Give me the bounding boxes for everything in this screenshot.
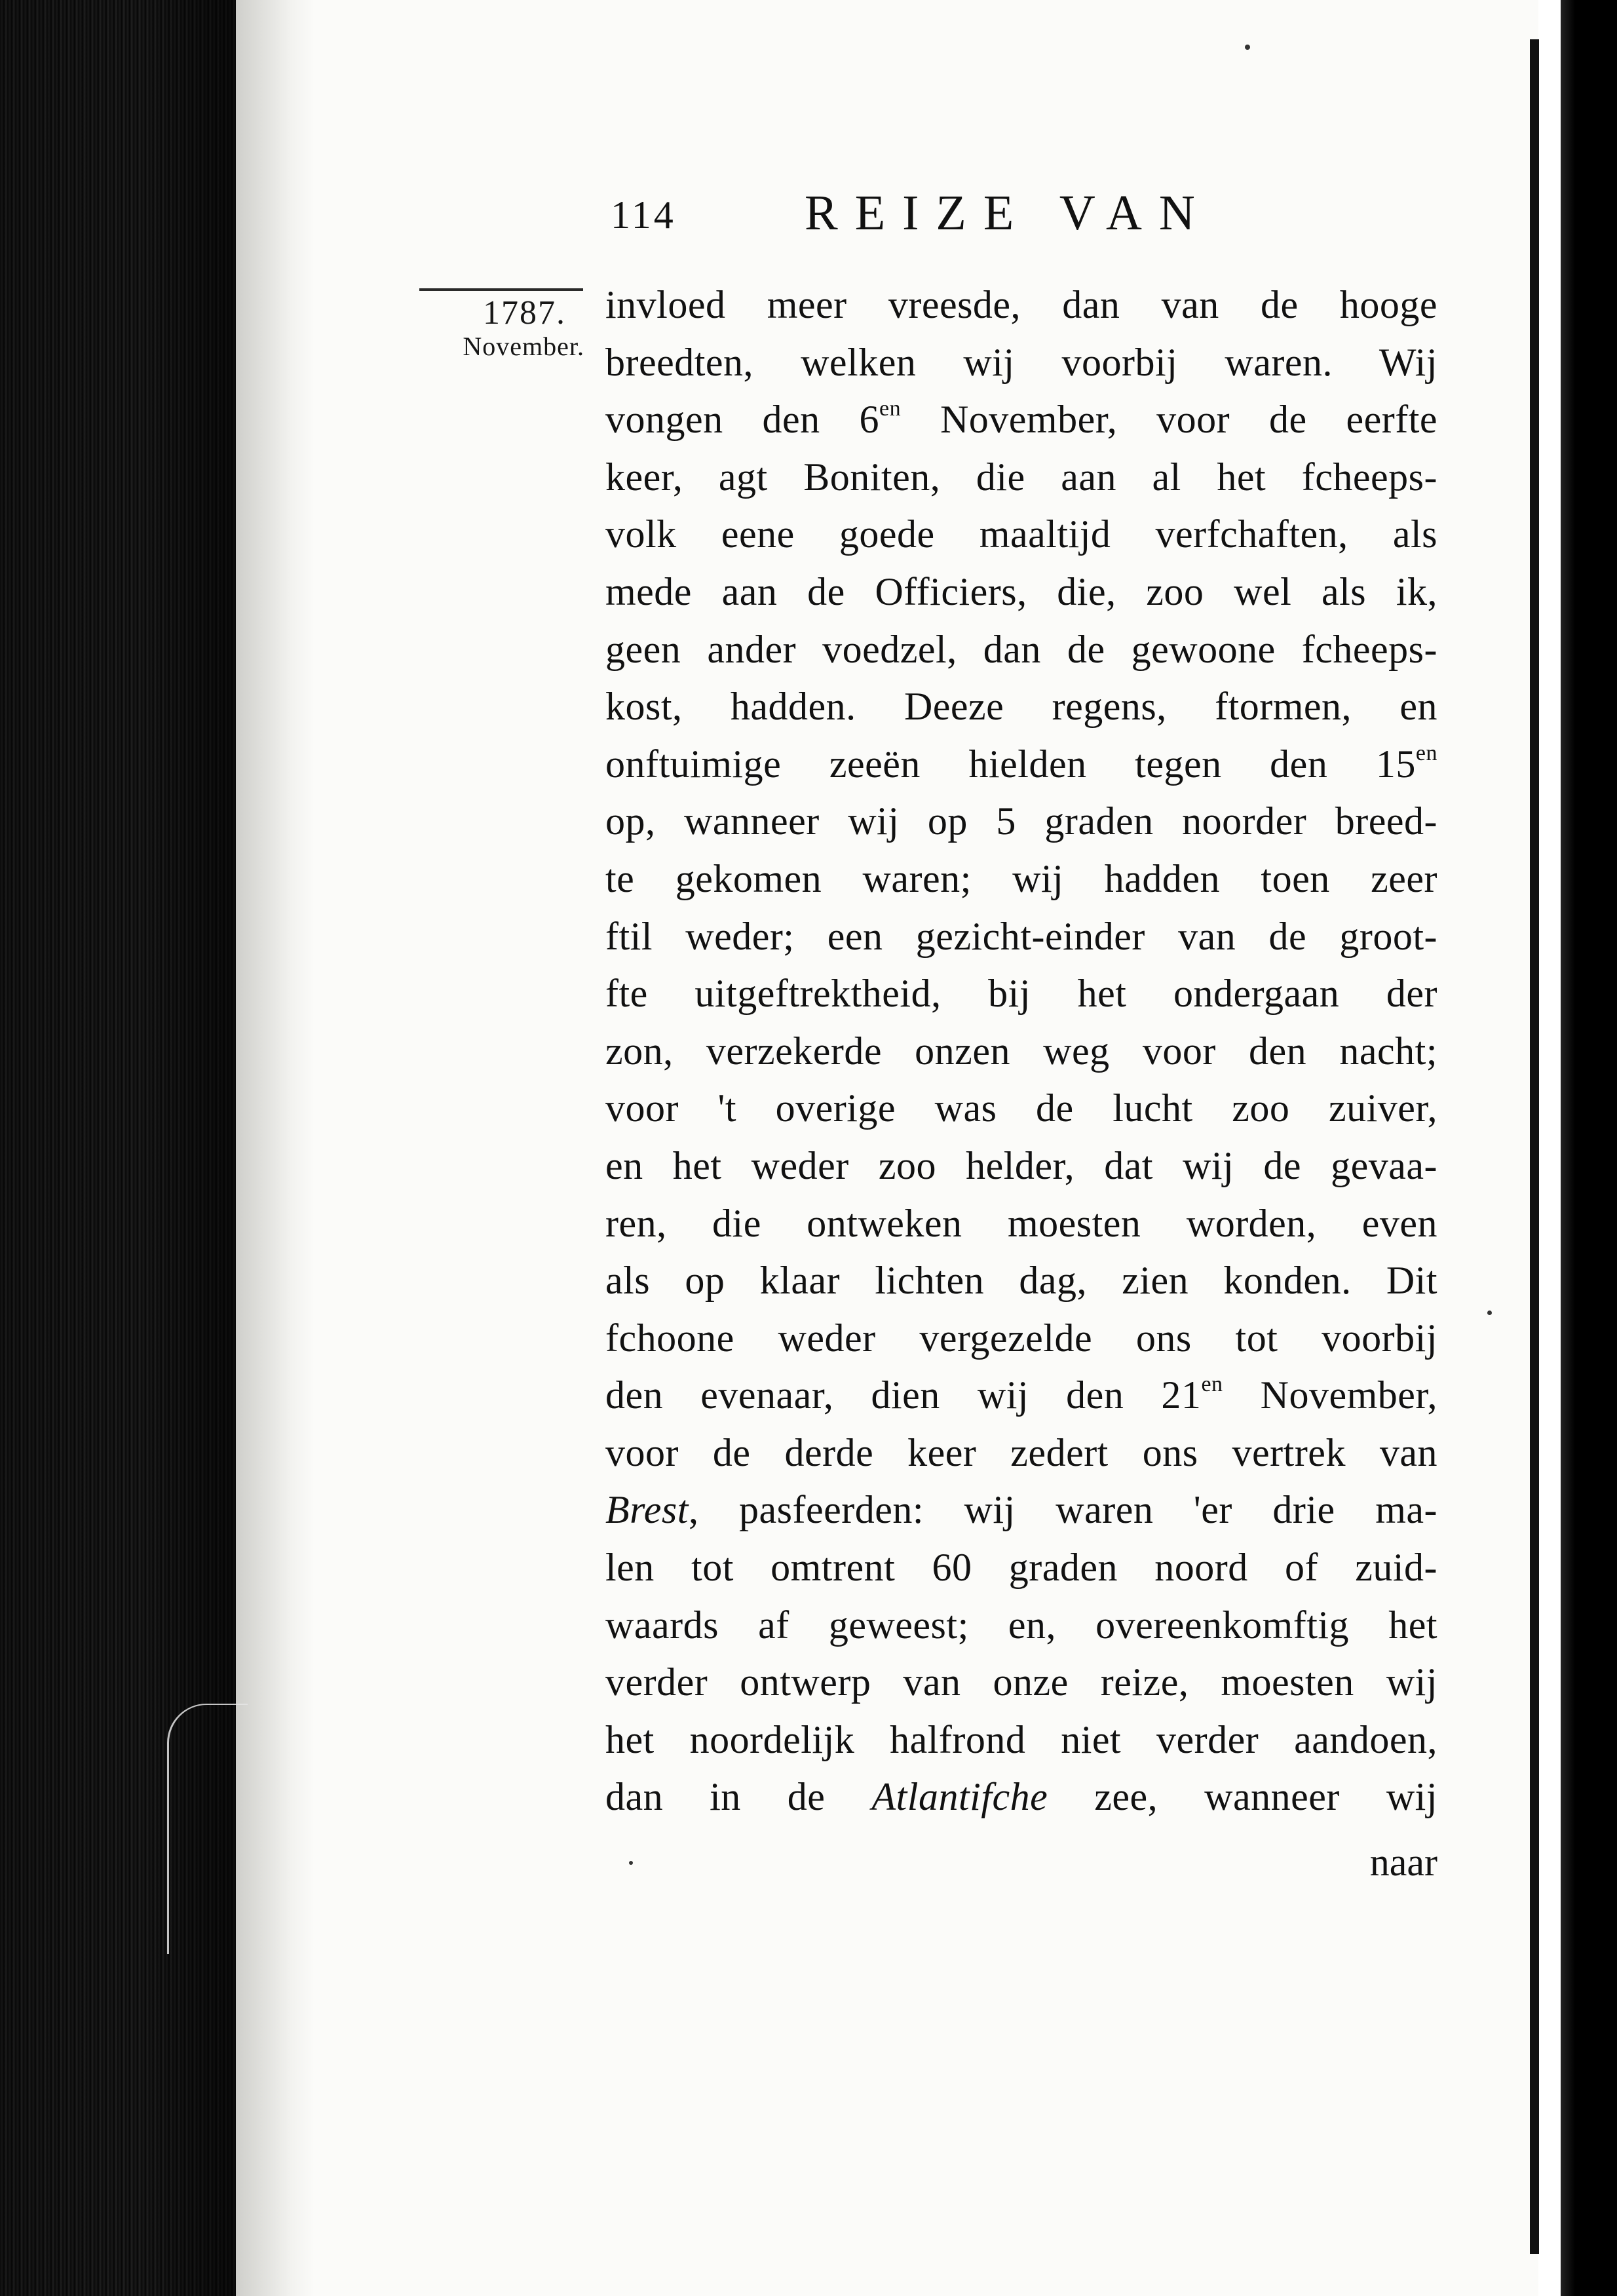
text-line bbox=[605, 1367, 1437, 1425]
text-line bbox=[605, 793, 1437, 851]
text-line bbox=[605, 1252, 1437, 1310]
scan-speck bbox=[629, 1861, 633, 1865]
margin-month: November. bbox=[463, 332, 584, 361]
margin-rule bbox=[419, 288, 583, 291]
text-line bbox=[605, 1310, 1437, 1368]
facing-page-edge bbox=[1530, 39, 1539, 2254]
scan-speck bbox=[1245, 45, 1250, 50]
italic-text: Atlantifche bbox=[871, 1775, 1048, 1819]
text-line bbox=[605, 965, 1437, 1023]
text-segment: voor 't overige was de lucht zoo zuiver, bbox=[605, 1086, 1437, 1130]
text-segment: ftil weder; een gezicht-einder van de groot- bbox=[605, 914, 1437, 958]
text-segment: zon, verzekerde onzen weg voor den nacht; bbox=[605, 1029, 1437, 1073]
text-segment: November, voor de eerfte bbox=[901, 398, 1437, 442]
text-line bbox=[605, 1425, 1437, 1482]
text-segment: geen ander voedzel, dan de gewoone fcheeps- bbox=[605, 627, 1437, 671]
text-line bbox=[605, 506, 1437, 564]
text-line bbox=[605, 908, 1437, 966]
text-segment: waards af geweest; en, overeenkomftig het bbox=[605, 1603, 1437, 1647]
text-line bbox=[605, 391, 1437, 449]
text-segment: ren, die ontweken moesten worden, even bbox=[605, 1201, 1437, 1245]
text-segment: vongen den 6 bbox=[605, 398, 879, 442]
text-segment: mede aan de Officiers, die, zoo wel als ik, bbox=[605, 569, 1437, 613]
text-line bbox=[605, 449, 1437, 507]
margin-year: 1787. bbox=[483, 294, 566, 332]
margin-note bbox=[419, 295, 590, 362]
text-line bbox=[605, 1138, 1437, 1195]
text-segment: invloed meer vreesde, dan van de hooge bbox=[605, 283, 1437, 326]
text-segment: fte uitgeftrektheid, bij het ondergaan der bbox=[605, 972, 1437, 1016]
text-line bbox=[605, 1080, 1437, 1138]
text-segment: onftuimige zeeën hielden tegen den 15 bbox=[605, 742, 1416, 786]
text-segment: volk eene goede maaltijd verfchaften, als bbox=[605, 512, 1437, 556]
text-segment: November, bbox=[1223, 1373, 1437, 1417]
text-segment: te gekomen waren; wij hadden toen zeer bbox=[605, 856, 1437, 900]
text-line bbox=[605, 678, 1437, 736]
text-line bbox=[605, 851, 1437, 908]
text-line bbox=[605, 621, 1437, 679]
text-line bbox=[605, 564, 1437, 621]
text-segment: op, wanneer wij op 5 graden noorder breed- bbox=[605, 799, 1437, 843]
catchword: naar bbox=[1369, 1841, 1437, 1885]
page-curl bbox=[167, 1704, 248, 1954]
text-line bbox=[605, 1654, 1437, 1712]
text-line bbox=[605, 1597, 1437, 1655]
text-segment: breedten, welken wij voorbij waren. Wij bbox=[605, 340, 1437, 384]
text-segment: verder ontwerp van onze reize, moesten wij bbox=[605, 1660, 1437, 1704]
text-line bbox=[605, 1023, 1437, 1081]
italic-text: Brest bbox=[605, 1488, 689, 1532]
body-text bbox=[605, 277, 1437, 1892]
superscript: en bbox=[1201, 1372, 1223, 1397]
text-segment: dan in de bbox=[605, 1775, 872, 1819]
running-head bbox=[611, 185, 1423, 257]
text-segment: zee, wanneer wij bbox=[1048, 1775, 1437, 1819]
scan-border-right bbox=[1575, 0, 1617, 2296]
running-title: REIZE VAN bbox=[805, 185, 1212, 240]
superscript: en bbox=[1415, 740, 1437, 765]
text-segment: , pasfeerden: wij waren 'er drie ma- bbox=[688, 1488, 1437, 1532]
text-line bbox=[605, 1482, 1437, 1539]
facing-page-shadow bbox=[1561, 0, 1575, 2296]
text-segment: keer, agt Boniten, die aan al het fcheeps- bbox=[605, 455, 1437, 499]
scan-speck bbox=[1487, 1311, 1492, 1315]
text-segment: het noordelijk halfrond niet verder aandoen, bbox=[605, 1717, 1437, 1761]
text-segment: len tot omtrent 60 graden noord of zuid- bbox=[605, 1546, 1437, 1590]
text-segment: voor de derde keer zedert ons vertrek van bbox=[605, 1430, 1437, 1474]
page-number: 114 bbox=[611, 193, 676, 237]
text-segment: kost, hadden. Deeze regens, ftormen, en bbox=[605, 685, 1437, 729]
page-gutter-shadow bbox=[236, 0, 314, 2296]
text-segment: fchoone weder vergezelde ons tot voorbij bbox=[605, 1316, 1437, 1360]
superscript: en bbox=[879, 396, 902, 421]
text-line bbox=[605, 1195, 1437, 1253]
text-segment: en het weder zoo helder, dat wij de gevaa- bbox=[605, 1143, 1437, 1187]
text-line bbox=[605, 1712, 1437, 1769]
text-line bbox=[605, 1769, 1437, 1826]
text-segment: als op klaar lichten dag, zien konden. Dit bbox=[605, 1259, 1437, 1303]
text-segment: den evenaar, dien wij den 21 bbox=[605, 1373, 1202, 1417]
text-line bbox=[605, 736, 1437, 794]
text-line bbox=[605, 1539, 1437, 1597]
text-line bbox=[605, 334, 1437, 392]
text-line bbox=[605, 277, 1437, 334]
